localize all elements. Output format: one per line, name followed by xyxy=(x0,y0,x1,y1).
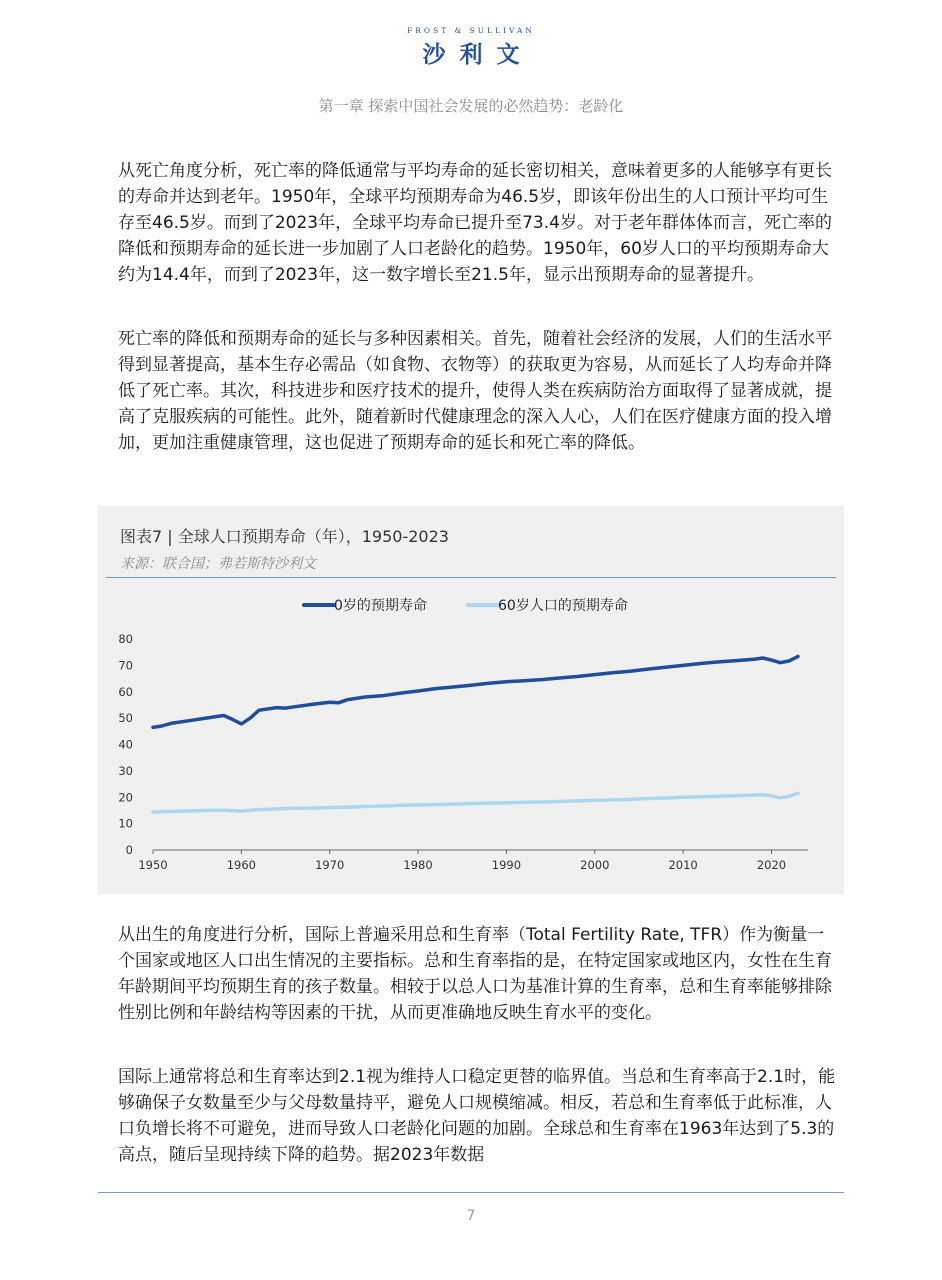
x-tick-label: 1980 xyxy=(403,858,433,872)
footer-divider xyxy=(98,1192,844,1193)
life-expectancy-line-chart xyxy=(98,506,844,894)
y-tick-label: 40 xyxy=(118,737,133,752)
figure-life-expectancy xyxy=(98,506,844,894)
x-tick-label: 2020 xyxy=(756,858,787,872)
figure-source: 来源：联合国；弗若斯特沙利文 xyxy=(120,556,316,572)
y-tick-label: 70 xyxy=(118,658,133,673)
x-tick-label: 1970 xyxy=(315,858,345,872)
y-tick-label: 50 xyxy=(118,711,133,726)
paragraph-fertility-definition: 从出生的角度进行分析，国际上普遍采用总和生育率（Total Fertility Rate, TFR）作为衡量一个国家或地区人口出生情况的主要指标。总和生育率指的是，在特定国家或地区内，女性在生育年龄期间平均预期生育的孩子数量。相较于以总人口为基准计算的生育率，总和生育率能够排除性别比例和年龄结构等因素的干扰，从而更准确地反映生育水平的变化。 xyxy=(118,925,832,1023)
logo-chinese-text: 沙利文 xyxy=(422,42,534,68)
x-tick-label: 1960 xyxy=(226,858,256,872)
x-tick-label: 1990 xyxy=(491,858,522,872)
chapter-title: 第一章 探索中国社会发展的必然趋势：老龄化 xyxy=(318,97,624,115)
y-tick-label: 20 xyxy=(118,790,133,805)
paragraph-factors: 死亡率的降低和预期寿命的延长与多种因素相关。首先，随着社会经济的发展，人们的生活水平得到显著提高，基本生存必需品（如食物、衣物等）的获取更为容易，从而延长了人均寿命并降低了死亡率。其次，科技进步和医疗技术的提升，使得人类在疾病防治方面取得了显著成就，提高了克服疾病的可能性。此外，随着新时代健康理念的深入人心，人们在医疗健康方面的投入增加，更加注重健康管理，这也促进了预期寿命的延长和死亡率的降低。 xyxy=(118,329,832,453)
brand-logo xyxy=(0,26,942,69)
y-tick-label: 60 xyxy=(118,684,133,699)
figure-title: 图表7 | 全球人口预期寿命（年），1950-2023 xyxy=(120,527,449,546)
y-tick-label: 0 xyxy=(125,843,133,857)
y-tick-label: 30 xyxy=(118,763,133,778)
legend-label-1: 60岁人口的预期寿命 xyxy=(498,598,628,614)
paragraph-fertility-threshold: 国际上通常将总和生育率达到2.1视为维持人口稳定更替的临界值。当总和生育率高于2.1时，能够确保子女数量至少与父母数量持平，避免人口规模缩减。相反，若总和生育率低于此标准，人口负增长将不可避免，进而导致人口老龄化问题的加剧。全球总和生育率在1963年达到了5.3的高点，随后呈现持续下降的趋势。据2023年数据 xyxy=(118,1067,836,1165)
y-tick-label: 10 xyxy=(118,816,133,831)
series-line-age-0 xyxy=(153,656,798,727)
legend-label-0: 0岁的预期寿命 xyxy=(334,598,427,614)
page-number: 7 xyxy=(466,1208,476,1224)
x-tick-label: 2010 xyxy=(668,858,698,872)
logo-english-text: FROST & SULLIVAN xyxy=(407,26,535,35)
paragraph-mortality: 从死亡角度分析，死亡率的降低通常与平均寿命的延长密切相关，意味着更多的人能够享有更长的寿命并达到老年。1950年，全球平均预期寿命为46.5岁，即该年份出生的人口预计平均可生存至46.5岁。而到了2023年，全球平均寿命已提升至73.4岁。对于老年群体体而言，死亡率的降低和预期寿命的延长进一步加剧了人口老龄化的趋势。1950年，60岁人口的平均预期寿命大约为14.4年，而到了2023年，这一数字增长至21.5年，显示出预期寿命的显著提升。 xyxy=(118,161,832,285)
x-tick-label: 2000 xyxy=(580,858,610,872)
x-tick-label: 1950 xyxy=(138,858,168,872)
y-tick-label: 80 xyxy=(118,632,133,646)
series-line-age-60 xyxy=(153,793,798,812)
